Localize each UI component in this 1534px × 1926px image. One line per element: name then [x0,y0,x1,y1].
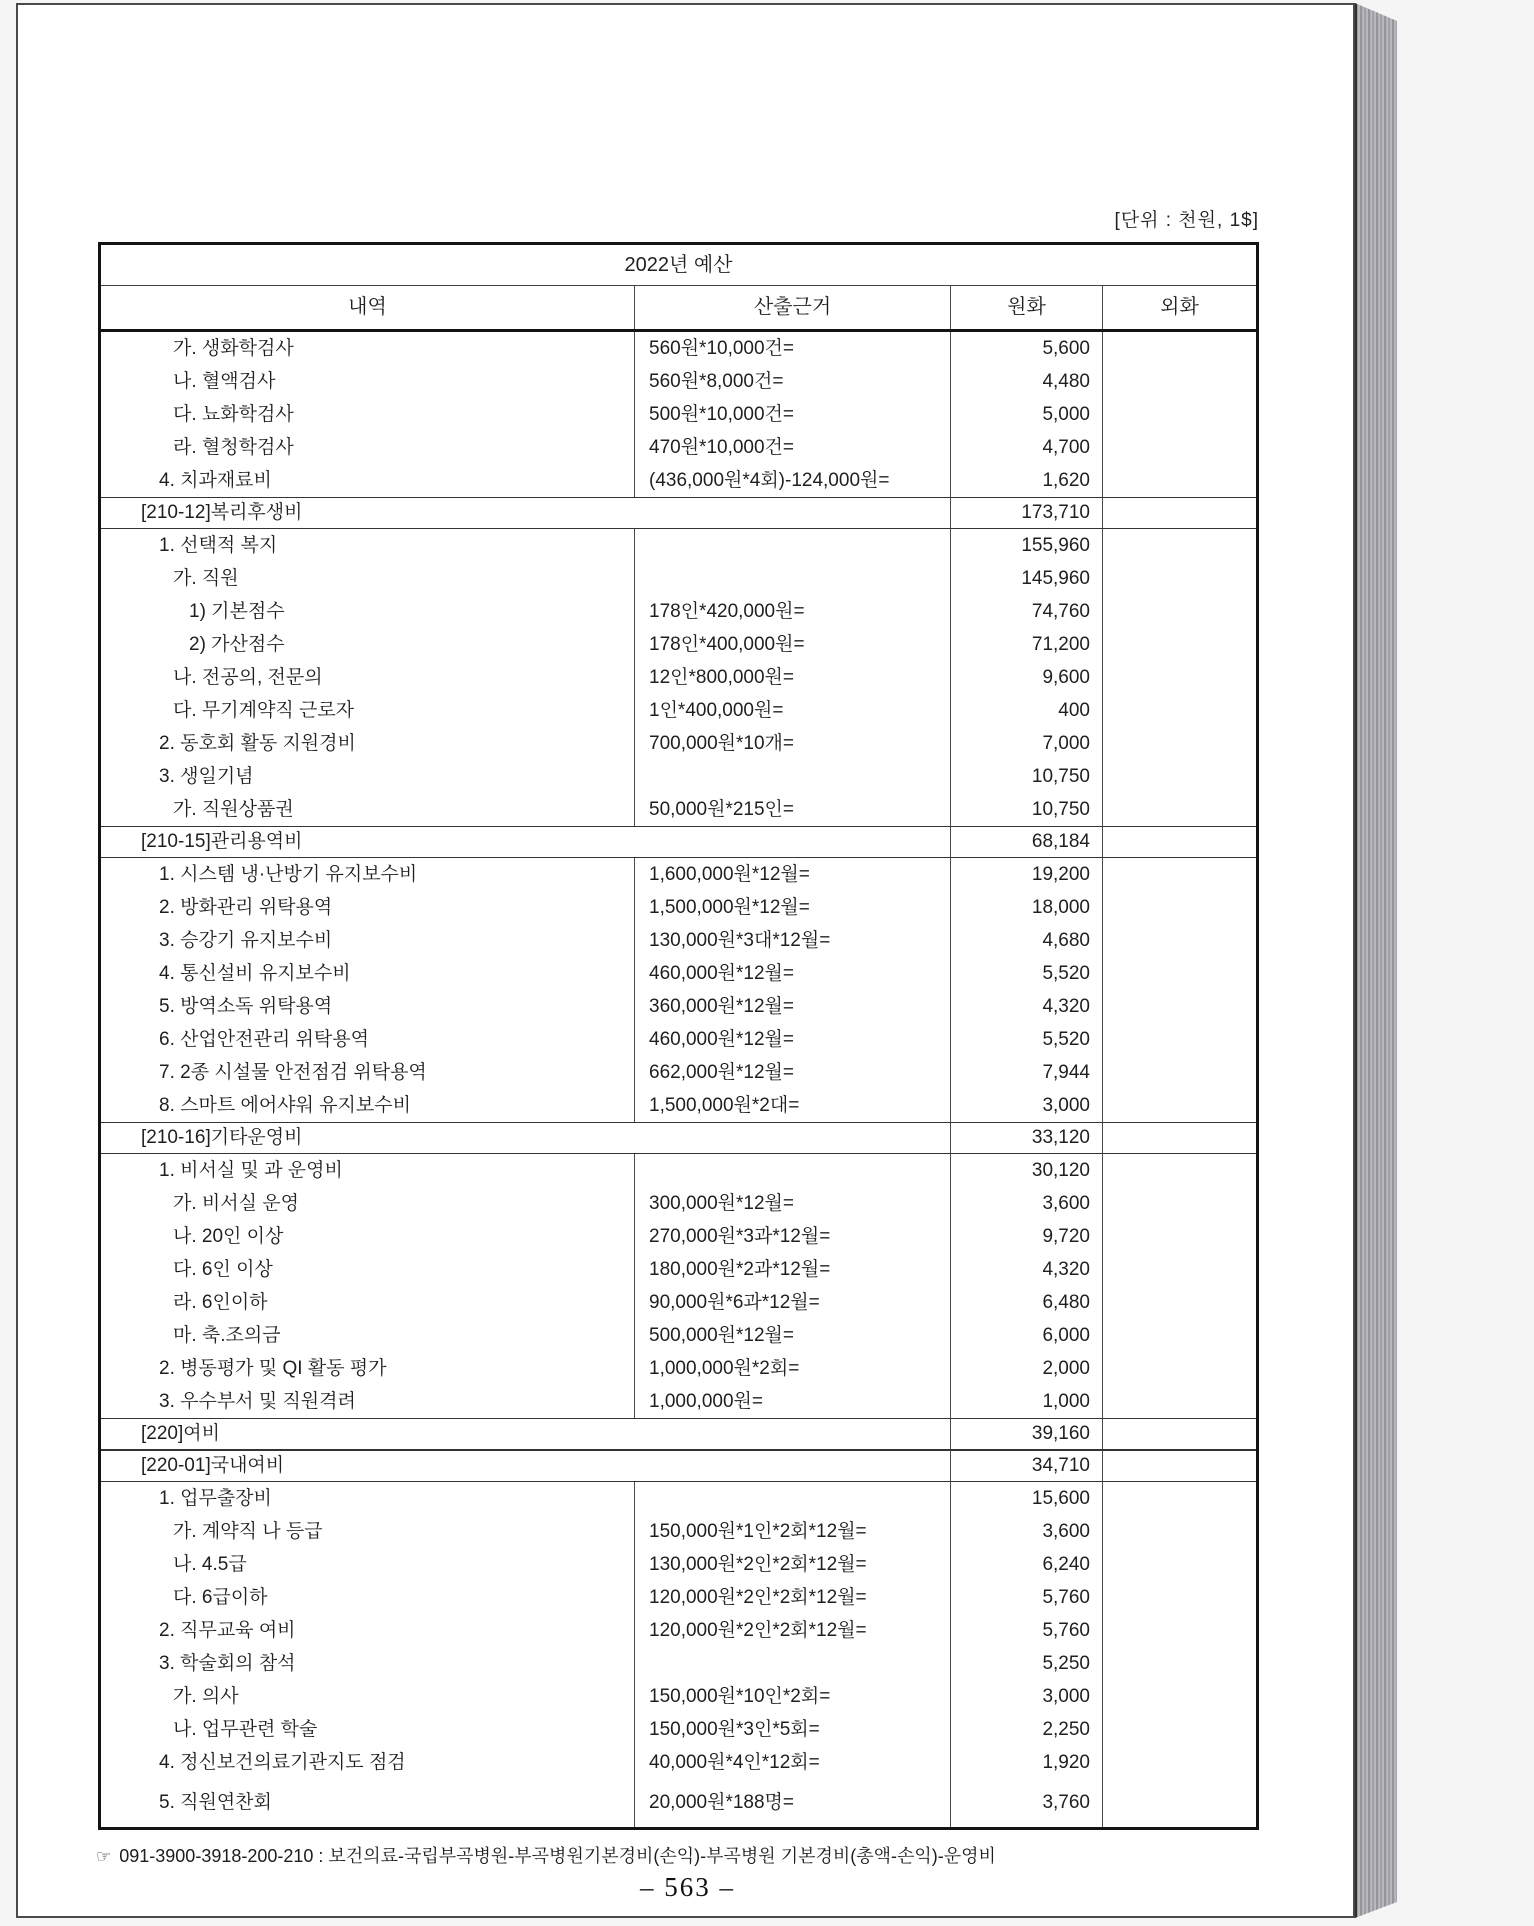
row-won: 3,000 [951,1089,1103,1122]
row-basis: (436,000원*4회)-124,000원= [635,464,951,497]
row-label: 나. 4.5급 [101,1548,635,1581]
row-basis: 300,000원*12월= [635,1187,951,1220]
table-row [101,497,1256,529]
table-row [101,891,1256,924]
row-basis: 500,000원*12월= [635,1319,951,1352]
row-won: 2,000 [951,1352,1103,1385]
row-won: 4,320 [951,990,1103,1023]
table-row [101,1023,1256,1056]
row-label: 8. 스마트 에어샤워 유지보수비 [101,1089,635,1122]
row-won: 6,240 [951,1548,1103,1581]
row-label: 나. 업무관련 학술 [101,1713,635,1746]
row-won: 400 [951,694,1103,727]
table-row [101,1450,1256,1482]
row-label: 가. 생화학검사 [101,332,635,365]
row-label: 4. 정신보건의료기관지도 점검 [101,1746,635,1779]
row-foreign [1103,1419,1256,1449]
row-basis: 500원*10,000건= [635,398,951,431]
row-won: 155,960 [951,529,1103,562]
row-label: 6. 산업안전관리 위탁용역 [101,1023,635,1056]
row-won: 7,944 [951,1056,1103,1089]
table-row [101,1680,1256,1713]
row-basis: 178인*420,000원= [635,595,951,628]
row-basis [635,760,951,793]
table-row [101,365,1256,398]
row-foreign [1103,562,1256,595]
row-label: 나. 혈액검사 [101,365,635,398]
table-row [101,431,1256,464]
row-foreign [1103,1482,1256,1515]
row-foreign [1103,924,1256,957]
row-label: 4. 치과재료비 [101,464,635,497]
row-basis: 120,000원*2인*2회*12월= [635,1614,951,1647]
table-row [101,1352,1256,1385]
row-label: 다. 무기계약직 근로자 [101,694,635,727]
row-won: 3,600 [951,1515,1103,1548]
table-row [101,1286,1256,1319]
row-foreign [1103,1680,1256,1713]
row-label: [220-01]국내여비 [101,1451,951,1481]
row-foreign [1103,1253,1256,1286]
row-basis: 20,000원*188명= [635,1779,951,1827]
row-foreign [1103,1746,1256,1779]
row-foreign [1103,529,1256,562]
row-basis: 120,000원*2인*2회*12월= [635,1581,951,1614]
row-foreign [1103,1515,1256,1548]
row-basis [635,529,951,562]
row-foreign [1103,595,1256,628]
page-number: – 563 – [640,1872,735,1902]
table-row [101,562,1256,595]
row-label: 5. 방역소독 위탁용역 [101,990,635,1023]
row-label: 2. 병동평가 및 QI 활동 평가 [101,1352,635,1385]
row-won: 1,000 [951,1385,1103,1418]
row-basis: 178인*400,000원= [635,628,951,661]
table-row [101,628,1256,661]
row-label: 4. 통신설비 유지보수비 [101,957,635,990]
row-won: 74,760 [951,595,1103,628]
table-row [101,760,1256,793]
row-label: 1) 기본점수 [101,595,635,628]
row-won: 6,480 [951,1286,1103,1319]
row-basis: 40,000원*4인*12회= [635,1746,951,1779]
book-page-edges [1355,3,1397,1918]
row-won: 3,000 [951,1680,1103,1713]
row-foreign [1103,661,1256,694]
row-label: 나. 20인 이상 [101,1220,635,1253]
table-row [101,727,1256,760]
table-row [101,1515,1256,1548]
row-won: 19,200 [951,858,1103,891]
table-row [101,1187,1256,1220]
row-won: 68,184 [951,827,1103,857]
row-won: 5,760 [951,1614,1103,1647]
row-basis: 90,000원*6과*12월= [635,1286,951,1319]
row-foreign [1103,827,1256,857]
row-label: 가. 직원상품권 [101,793,635,826]
row-foreign [1103,431,1256,464]
row-foreign [1103,1385,1256,1418]
table-row [101,661,1256,694]
table-row [101,1122,1256,1154]
row-label: [210-12]복리후생비 [101,498,951,528]
row-won: 4,700 [951,431,1103,464]
row-label: [220]여비 [101,1419,951,1449]
row-foreign [1103,1154,1256,1187]
table-row [101,398,1256,431]
table-row [101,957,1256,990]
row-basis: 1,600,000원*12월= [635,858,951,891]
row-foreign [1103,1779,1256,1827]
row-won: 9,600 [951,661,1103,694]
scanned-page [16,3,1355,1918]
row-foreign [1103,1220,1256,1253]
row-label: [210-15]관리용역비 [101,827,951,857]
row-foreign [1103,1352,1256,1385]
table-row [101,1548,1256,1581]
row-won: 4,480 [951,365,1103,398]
table-row [101,1220,1256,1253]
pointing-hand-icon: ☞ [96,1847,112,1866]
table-row [101,924,1256,957]
row-label: 3. 생일기념 [101,760,635,793]
table-row [101,858,1256,891]
row-basis: 560원*8,000건= [635,365,951,398]
row-label: 7. 2종 시설물 안전점검 위탁용역 [101,1056,635,1089]
row-basis [635,1482,951,1515]
row-basis: 50,000원*215인= [635,793,951,826]
row-basis: 1,000,000원*2회= [635,1352,951,1385]
column-header-detail: 내역 [101,286,635,329]
row-won: 4,680 [951,924,1103,957]
row-won: 71,200 [951,628,1103,661]
row-basis: 460,000원*12월= [635,1023,951,1056]
row-foreign [1103,1614,1256,1647]
row-won: 173,710 [951,498,1103,528]
row-foreign [1103,990,1256,1023]
row-won: 2,250 [951,1713,1103,1746]
row-won: 5,520 [951,957,1103,990]
row-foreign [1103,365,1256,398]
row-label: 다. 6급이하 [101,1581,635,1614]
row-label: 2) 가산점수 [101,628,635,661]
row-label: 2. 직무교육 여비 [101,1614,635,1647]
table-row [101,1779,1256,1827]
row-won: 3,760 [951,1779,1103,1827]
row-foreign [1103,332,1256,365]
row-foreign [1103,957,1256,990]
row-foreign [1103,760,1256,793]
table-row [101,990,1256,1023]
row-foreign [1103,1451,1256,1481]
table-row [101,529,1256,562]
row-won: 9,720 [951,1220,1103,1253]
row-foreign [1103,628,1256,661]
row-basis: 180,000원*2과*12월= [635,1253,951,1286]
table-row [101,1253,1256,1286]
row-won: 10,750 [951,760,1103,793]
table-row [101,1482,1256,1515]
table-row [101,1418,1256,1450]
row-label: 5. 직원연찬회 [101,1779,635,1827]
row-won: 5,760 [951,1581,1103,1614]
row-basis: 560원*10,000건= [635,332,951,365]
row-label: 2. 동호회 활동 지원경비 [101,727,635,760]
row-foreign [1103,398,1256,431]
row-won: 4,320 [951,1253,1103,1286]
table-row [101,332,1256,365]
footnote-text: 091-3900-3918-200-210 : 보건의료-국립부곡병원-부곡병원기본경비(손익)-부곡병원 기본경비(총액-손익)-운영비 [119,1846,996,1866]
row-label: 3. 학술회의 참석 [101,1647,635,1680]
row-label: 1. 업무출장비 [101,1482,635,1515]
unit-label: [단위 : 천원, 1$] [1114,210,1259,231]
table-row [101,694,1256,727]
row-foreign [1103,694,1256,727]
row-foreign [1103,727,1256,760]
table-row [101,464,1256,497]
row-label: 마. 축.조의금 [101,1319,635,1352]
table-row [101,1746,1256,1779]
row-foreign [1103,1319,1256,1352]
row-label: 다. 6인 이상 [101,1253,635,1286]
row-label: 가. 직원 [101,562,635,595]
row-basis: 470원*10,000건= [635,431,951,464]
row-label: 다. 뇨화학검사 [101,398,635,431]
row-basis: 1,500,000원*12월= [635,891,951,924]
row-basis: 150,000원*3인*5회= [635,1713,951,1746]
table-row [101,826,1256,858]
table-row [101,595,1256,628]
row-basis: 460,000원*12월= [635,957,951,990]
row-won: 10,750 [951,793,1103,826]
row-foreign [1103,498,1256,528]
row-foreign [1103,793,1256,826]
budget-table [98,242,1259,1830]
table-header [101,286,1256,332]
row-basis [635,1647,951,1680]
row-label: 1. 비서실 및 과 운영비 [101,1154,635,1187]
row-won: 39,160 [951,1419,1103,1449]
column-header-won: 원화 [951,286,1103,329]
row-foreign [1103,891,1256,924]
row-label: 1. 선택적 복지 [101,529,635,562]
table-body [101,332,1256,1827]
row-foreign [1103,1713,1256,1746]
row-basis [635,1154,951,1187]
row-basis: 12인*800,000원= [635,661,951,694]
column-header-foreign: 외화 [1160,296,1199,318]
row-label: 1. 시스템 냉·난방기 유지보수비 [101,858,635,891]
row-foreign [1103,464,1256,497]
row-won: 6,000 [951,1319,1103,1352]
row-won: 5,250 [951,1647,1103,1680]
row-won: 5,000 [951,398,1103,431]
table-row [101,1647,1256,1680]
column-header-basis: 산출근거 [635,286,951,329]
row-label: 가. 계약직 나 등급 [101,1515,635,1548]
row-label: 라. 6인이하 [101,1286,635,1319]
table-row [101,1713,1256,1746]
row-label: 가. 의사 [101,1680,635,1713]
row-won: 1,620 [951,464,1103,497]
row-won: 5,520 [951,1023,1103,1056]
row-label: 가. 비서실 운영 [101,1187,635,1220]
row-won: 3,600 [951,1187,1103,1220]
row-won: 5,600 [951,332,1103,365]
table-row [101,1581,1256,1614]
row-foreign [1103,1548,1256,1581]
row-won: 1,920 [951,1746,1103,1779]
row-label: 나. 전공의, 전문의 [101,661,635,694]
row-foreign [1103,1056,1256,1089]
row-label: 라. 혈청학검사 [101,431,635,464]
row-basis: 270,000원*3과*12월= [635,1220,951,1253]
row-foreign [1103,1187,1256,1220]
row-basis: 1,000,000원= [635,1385,951,1418]
table-row [101,1614,1256,1647]
table-row [101,1056,1256,1089]
row-won: 34,710 [951,1451,1103,1481]
table-row [101,1385,1256,1418]
row-basis: 150,000원*10인*2회= [635,1680,951,1713]
row-foreign [1103,1286,1256,1319]
row-label: 3. 우수부서 및 직원격려 [101,1385,635,1418]
row-foreign [1103,1647,1256,1680]
row-basis: 150,000원*1인*2회*12월= [635,1515,951,1548]
row-won: 30,120 [951,1154,1103,1187]
table-row [101,1154,1256,1187]
row-basis: 360,000원*12월= [635,990,951,1023]
table-title: 2022년 예산 [101,245,1256,286]
row-foreign [1103,1581,1256,1614]
row-basis: 1,500,000원*2대= [635,1089,951,1122]
row-won: 7,000 [951,727,1103,760]
table-row [101,1089,1256,1122]
row-label: 2. 방화관리 위탁용역 [101,891,635,924]
row-label: 3. 승강기 유지보수비 [101,924,635,957]
table-row [101,793,1256,826]
table-row [101,1319,1256,1352]
row-basis: 130,000원*3대*12월= [635,924,951,957]
row-foreign [1103,858,1256,891]
row-won: 33,120 [951,1123,1103,1153]
row-label: [210-16]기타운영비 [101,1123,951,1153]
row-won: 15,600 [951,1482,1103,1515]
row-foreign [1103,1089,1256,1122]
row-won: 145,960 [951,562,1103,595]
row-foreign [1103,1123,1256,1153]
row-basis: 130,000원*2인*2회*12월= [635,1548,951,1581]
footnote [96,1842,1326,1868]
row-basis: 700,000원*10개= [635,727,951,760]
row-basis: 662,000원*12월= [635,1056,951,1089]
row-won: 18,000 [951,891,1103,924]
row-basis [635,562,951,595]
row-basis: 1인*400,000원= [635,694,951,727]
row-foreign [1103,1023,1256,1056]
